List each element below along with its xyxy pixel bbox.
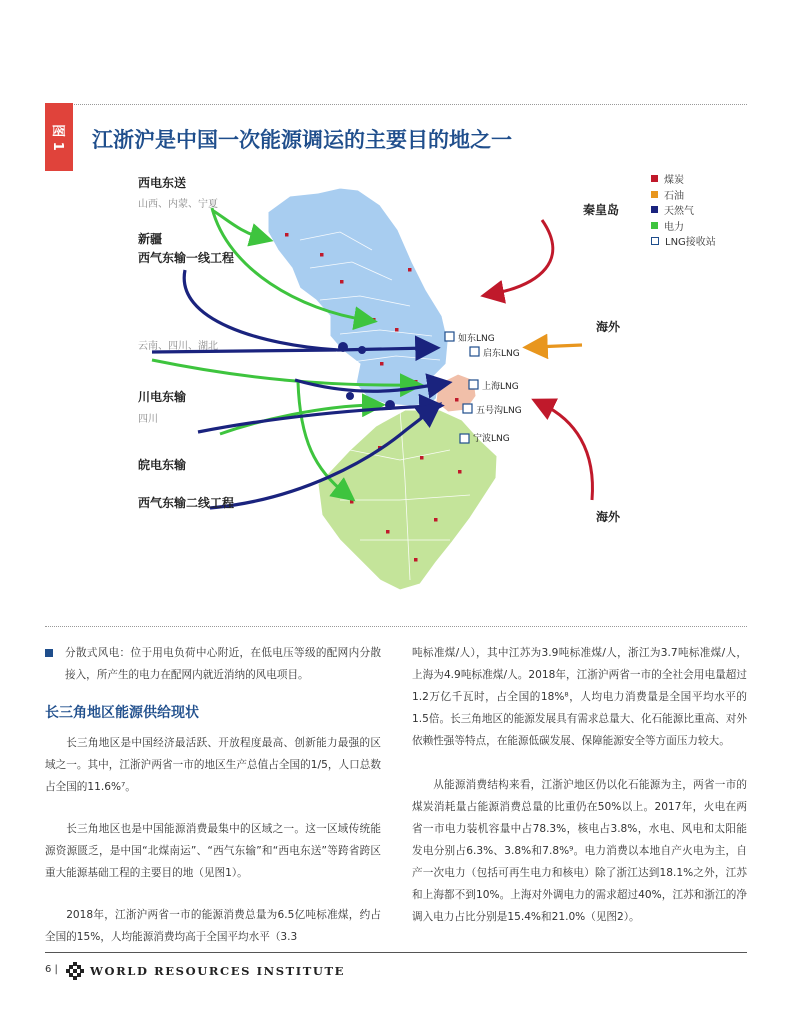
right-column	[412, 642, 747, 940]
right-paragraph-2: 从能源消费结构来看，江浙沪地区仍以化石能源为主，两省一市的煤炭消耗量占能源消费总量的比重仍在50%以上。2017年，火电在两省一市电力装机容量中占78.3%，核电占3.8%，水电、风电和太阳能发电分别占6.3%、3.8%和7.8%⁹。电力消费以本地自产火电为主，自产一次电力（包括可再生电力和核电）除了浙江达到18.1%之外，江苏和上海都不到10%。上海对外调电力的需求超过40%，江苏和浙江的净调入电力占比分别是15.4%和21.0%（见图2）。	[412, 779, 747, 923]
legend-swatch-gas	[651, 206, 658, 213]
legend-swatch-oil	[651, 191, 658, 198]
bullet-text: 分散式风电：位于用电负荷中心附近，在低电压等级的配网内分散接入，所产生的电力在配网内就近消纳的风电项目。	[65, 647, 381, 681]
label-xqdy: 西气东输一线工程	[138, 251, 235, 265]
right-paragraph-1: 吨标准煤/人），其中江苏为3.9吨标准煤/人，浙江为3.7吨标准煤/人，上海为4.9吨标准煤/人。2018年，江浙沪两省一市的全社会用电量超过1.2万亿千瓦时，占全国的18%⁸，人均电力消费量是全国平均水平的1.5倍。长三角地区的能源发展具有需求总量大、化石能源比重高、对外依赖性强等特点，在能源低碳发展、保障能源安全等方面压力较大。	[412, 647, 747, 747]
lng-ningbo-box	[460, 434, 469, 443]
figure-tab: 图 1	[45, 103, 73, 171]
wri-knot-icon	[66, 962, 84, 980]
label-xidian: 西电东送	[138, 176, 187, 190]
legend-item-power: 电力	[651, 218, 716, 234]
legend-swatch-lng	[651, 237, 659, 245]
label-chuandian: 川电东输	[138, 390, 187, 404]
label-chuandian-sub: 四川	[138, 414, 158, 425]
bullet-square-icon	[45, 649, 53, 657]
label-qinhuangdao: 秦皇岛	[583, 203, 620, 217]
lng-rudong-label: 如东LNG	[458, 334, 495, 344]
label-xidian-sub: 山西、内蒙、宁夏	[138, 199, 218, 210]
lng-wuhaogou-label: 五号沟LNG	[476, 406, 522, 416]
left-paragraph-3: 2018年，江浙沪两省一市的能源消费总量为6.5亿吨标准煤，约占全国的15%，人均能源消费均高于全国平均水平（3.3	[45, 909, 381, 943]
label-xinjiang: 新疆	[138, 232, 163, 246]
power-arrow-1	[212, 210, 262, 238]
power-arrow-5	[220, 405, 374, 434]
lng-qidong-box	[470, 347, 479, 356]
lng-rudong-box	[445, 332, 454, 341]
map-legend	[651, 171, 716, 249]
label-haiwai-bottom: 海外	[596, 510, 621, 524]
left-column	[45, 642, 381, 960]
wri-logo	[66, 962, 345, 980]
oil-arrow-haiwai	[535, 345, 582, 347]
page-number: 6 |	[45, 964, 58, 975]
lng-shanghai-box	[469, 380, 478, 389]
legend-item-gas: 天然气	[651, 202, 716, 218]
lng-wuhaogou-box	[463, 404, 472, 413]
label-yunnan-sub: 云南、四川、湖北	[138, 341, 218, 352]
label-wandian: 皖电东输	[138, 458, 187, 472]
legend-swatch-power	[651, 222, 658, 229]
lng-ningbo-label: 宁波LNG	[473, 434, 510, 444]
coal-arrow-qinhuangdao	[492, 220, 553, 294]
bullet-item	[45, 642, 381, 686]
left-paragraph-2: 长三角地区也是中国能源消费最集中的区域之一。这一区域传统能源资源匮乏，是中国“北煤南运”、“西气东输”和“西电东送”等跨省跨区重大能源基础工程的主要目的地（见图1）。	[45, 823, 381, 879]
legend-swatch-coal	[651, 175, 658, 182]
footer-divider	[45, 952, 747, 953]
lng-shanghai-label: 上海LNG	[482, 382, 519, 392]
label-xqde: 西气东输二线工程	[138, 496, 235, 510]
figure-bottom-divider	[45, 626, 747, 627]
coal-arrow-haiwai	[542, 404, 592, 500]
legend-item-coal: 煤炭	[651, 171, 716, 187]
label-haiwai-top: 海外	[596, 320, 621, 334]
lng-qidong-label: 启东LNG	[483, 349, 520, 359]
left-paragraph-1: 长三角地区是中国经济最活跃、开放程度最高、创新能力最强的区域之一。其中，江浙沪两省一市的地区生产总值占全国的1/5，人口总数占全国的11.6%⁷。	[45, 737, 381, 793]
figure-title: 江浙沪是中国一次能源调运的主要目的地之一	[92, 128, 512, 152]
legend-item-lng: LNG接收站	[651, 233, 716, 249]
legend-item-oil: 石油	[651, 187, 716, 203]
section-heading: 长三角地区能源供给现状	[45, 705, 199, 721]
wri-name: WORLD RESOURCES INSTITUTE	[90, 964, 346, 978]
